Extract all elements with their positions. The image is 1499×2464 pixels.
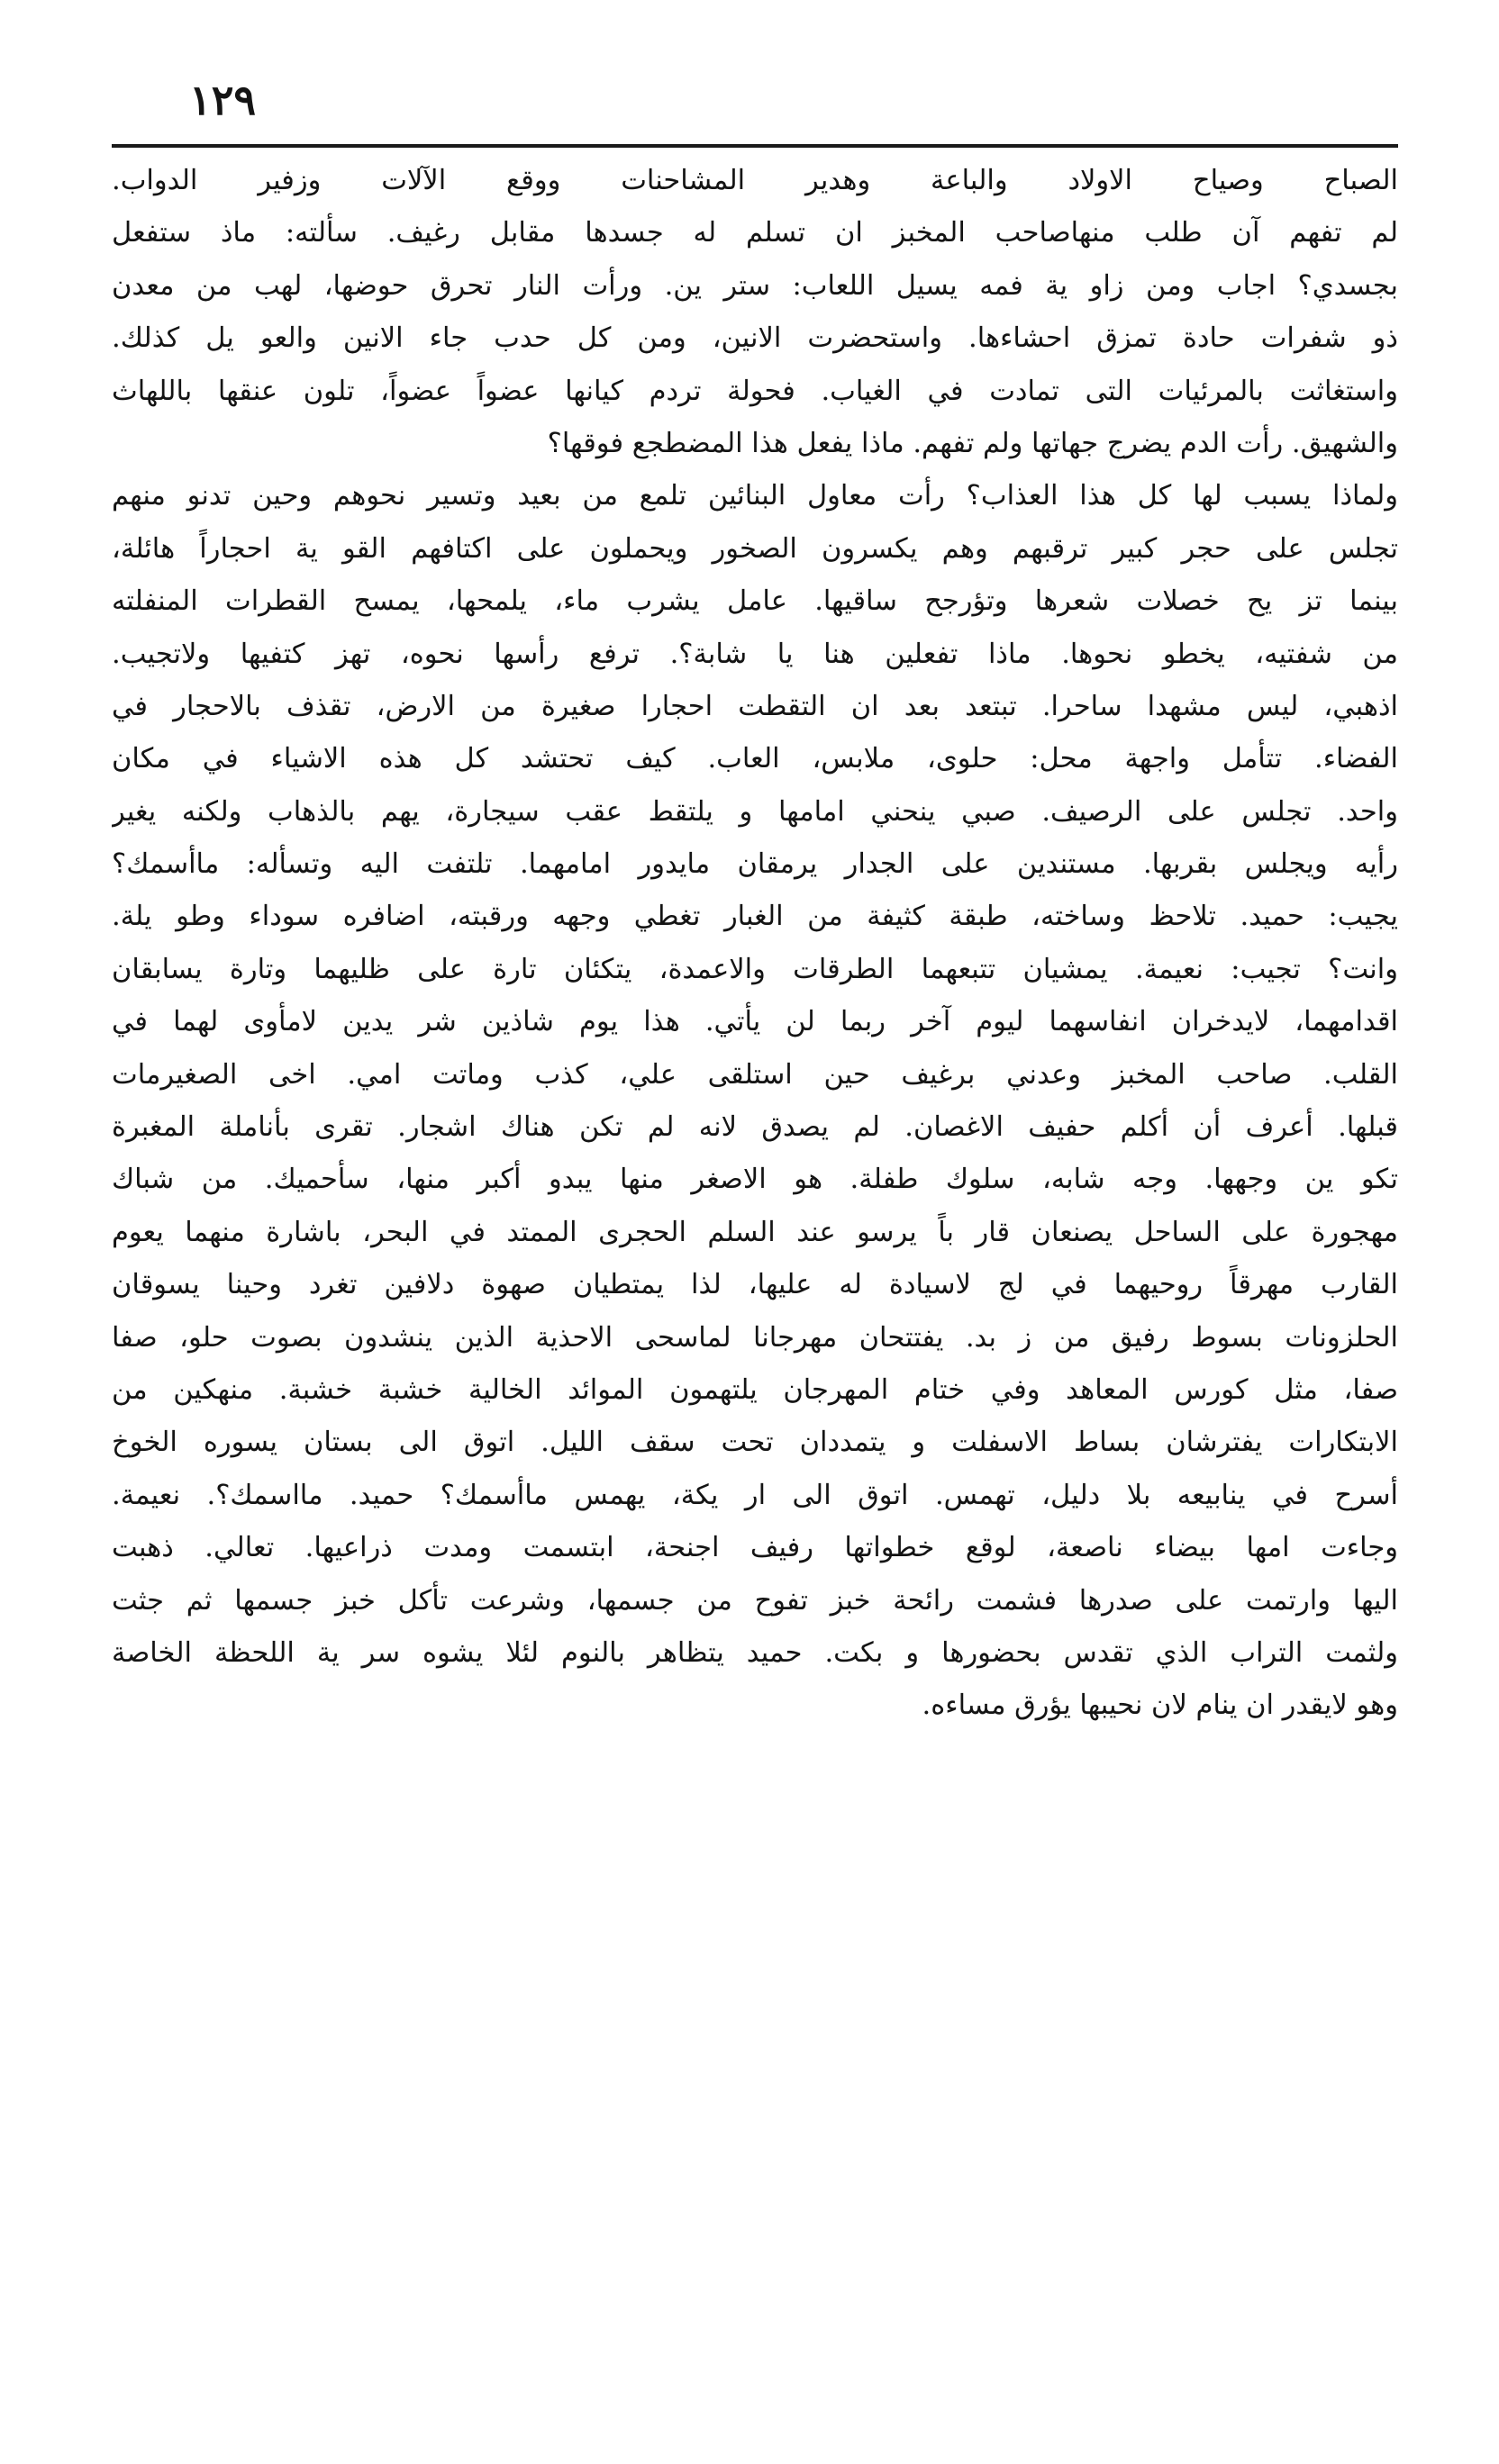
text-line: وانت؟ تجيب: نعيمة. يمشيان تتبعهما الطرقات والاعمدة، يتكئان تارة على ظليهما وتارة يسابقان — [112, 953, 1398, 985]
text-line: بينما تز يح خصلات شعرها وتؤرجح ساقيها. عامل يشرب ماء، يلمحها، يمسح القطرات المنفلته — [112, 585, 1398, 618]
page-number: ١٢٩ — [189, 76, 257, 124]
text-line: من شفتيه، يخطو نحوها. ماذا تفعلين هنا يا شابة؟. ترفع رأسها نحوه، تهز كتفيها ولاتجيب. — [112, 638, 1398, 670]
text-line: القلب. صاحب المخبز وعدني برغيف حين استلقى علي، كذب وماتت امي. اخى الصغيرمات — [112, 1058, 1398, 1091]
text-line: ولثمت التراب الذي تقدس بحضورها و بكت. حميد يتظاهر بالنوم لئلا يشوه سر ية اللحظة الخاصة — [112, 1636, 1398, 1669]
text-line: تجلس على حجر كبير ترقبهم وهم يكسرون الصخور ويحملون على اكتافهم القو ية احجاراً هائلة، — [112, 532, 1398, 565]
text-line: صفا، مثل كورس المعاهد وفي ختام المهرجان يلتهمون الموائد الخالية خشبة خشبة. منهكين من — [112, 1373, 1398, 1406]
text-line: اليها وارتمت على صدرها فشمت رائحة خبز تفوح من جسمها، وشرعت تأكل خبز جسمها ثم جثت — [112, 1584, 1398, 1617]
text-line: أسرح في ينابيعه بلا دليل، تهمس. اتوق الى ار يكة، يهمس ماأسمك؟ حميد. مااسمك؟. نعيمة. — [112, 1479, 1398, 1511]
text-line: رأيه ويجلس بقربها. مستندين على الجدار يرمقان مايدور امامهما. تلتفت اليه وتسأله: ماأسمك؟ — [112, 848, 1398, 881]
text-line: الابتكارات يفترشان بساط الاسفلت و يتمددان تحت سقف الليل. اتوق الى بستان يسوره الخوخ — [112, 1427, 1398, 1459]
text-line: بجسدي؟ اجاب ومن زاو ية فمه يسيل اللعاب: ستر ين. ورأت النار تحرق حوضها، لهب من معدن — [112, 269, 1398, 302]
text-line: لم تفهم آن طلب منهاصاحب المخبز ان تسلم له جسدها مقابل رغيف. سألته: ماذ ستفعل — [112, 217, 1398, 249]
text-line: الصباح وصياح الاولاد والباعة وهدير المشاحنات ووقع الآلات وزفير الدواب. — [112, 165, 1398, 196]
text-line: اذهبي، ليس مشهدا ساحرا. تبتعد بعد ان التقطت احجارا صغيرة من الارض، تقذف بالاحجار في — [112, 690, 1398, 722]
header-rule — [112, 144, 1398, 148]
text-line: وهو لايقدر ان ينام لان نحيبها يؤرق مساءه. — [922, 1689, 1398, 1722]
text-line: ذو شفرات حادة تمزق احشاءها. واستحضرت الانين، ومن كل حدب جاء الانين والعو يل كذلك. — [112, 322, 1398, 355]
blank-margin — [0, 2161, 1499, 2464]
text-line: اقدامهما، لايدخران انفاسهما ليوم آخر ربما لن يأتي. هذا يوم شاذين شر يدين لامأوى لهما في — [112, 1006, 1398, 1038]
body-text — [112, 155, 1398, 1733]
text-line: الفضاء. تتأمل واجهة محل: حلوى، ملابس، العاب. كيف تحتشد كل هذه الاشياء في مكان — [112, 743, 1398, 775]
text-line: قبلها. أعرف أن أكلم حفيف الاغصان. لم يصدق لانه لم تكن هناك اشجار. تقرى بأناملة المغبرة — [112, 1111, 1398, 1144]
text-line: تكو ين وجهها. وجه شابه، سلوك طفلة. هو الاصغر منها يبدو أكبر منها، سأحميك. من شباك — [112, 1164, 1398, 1196]
text-line: الحلزونات بسوط رفيق من ز بد. يفتتحان مهرجانا لماسحى الاحذية الذين ينشدون بصوت حلو، صفا — [112, 1321, 1398, 1354]
text-line: والشهيق. رأت الدم يضرج جهاتها ولم تفهم. ماذا يفعل هذا المضطجع فوقها؟ — [547, 427, 1398, 459]
text-line: يجيب: حميد. تلاحظ وساخته، طبقة كثيفة من الغبار تغطي وجهه ورقبته، اضافره سوداء وطو يلة. — [112, 901, 1398, 933]
text-line: القارب مهرقاً روحيهما في لج لاسيادة له عليها، لذا يمتطيان صهوة دلافين تغرد وحينا يسوقان — [112, 1269, 1398, 1301]
text-line: واستغاثت بالمرئيات التى تمادت في الغياب. فحولة تردم كيانها عضواً عضواً، تلون عنقها باللهاث — [112, 375, 1398, 407]
text-line: واحد. تجلس على الرصيف. صبي ينحني امامها و يلتقط عقب سيجارة، يهم بالذهاب ولكنه يغير — [112, 795, 1398, 828]
text-line: مهجورة على الساحل يصنعان قار باً يرسو عند السلم الحجرى الممتد في البحر، باشارة منهما يعوم — [112, 1216, 1398, 1248]
text-line: وجاءت امها بيضاء ناصعة، لوقع خطواتها رفيف اجنحة، ابتسمت ومدت ذراعيها. تعالي. ذهبت — [112, 1532, 1398, 1564]
text-line: ولماذا يسبب لها كل هذا العذاب؟ رأت معاول البنائين تلمع من بعيد وتسير نحوهم وحين تدنو منهم — [112, 480, 1398, 512]
